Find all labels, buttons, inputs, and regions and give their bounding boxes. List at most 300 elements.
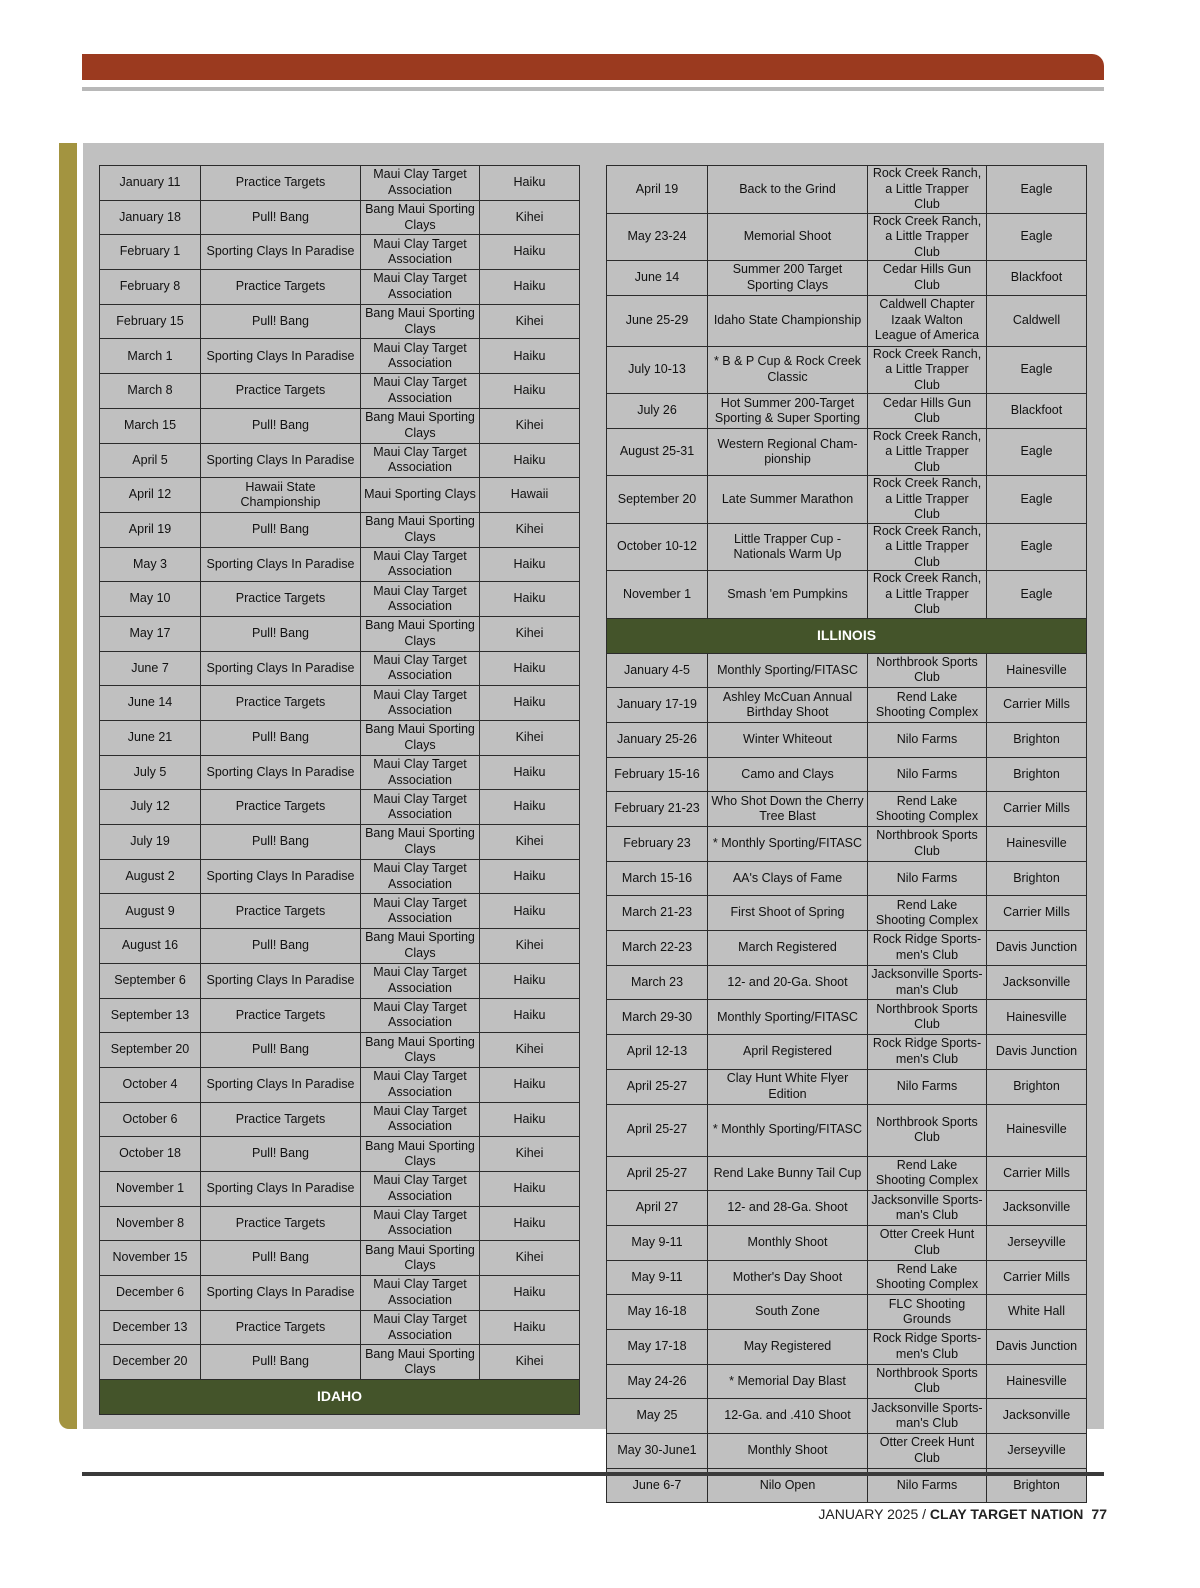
- event-city: Haiku: [480, 998, 580, 1033]
- event-name: Sporting Clays In Paradise: [201, 443, 361, 478]
- event-club: Rock Creek Ranch, a Little Trapper Club: [868, 346, 987, 394]
- event-club: Rend Lake Shooting Complex: [868, 1156, 987, 1191]
- event-city: Haiku: [480, 963, 580, 998]
- event-city: Davis Junction: [987, 1329, 1087, 1364]
- event-date: January 11: [100, 166, 201, 201]
- event-club: Rock Creek Ranch, a Little Trapper Club: [868, 476, 987, 524]
- table-row: [607, 346, 1087, 394]
- event-date: November 1: [607, 571, 708, 619]
- event-city: Kihei: [480, 1137, 580, 1172]
- event-name: * Monthly Sporting/FITASC: [708, 827, 868, 862]
- event-name: Late Summer Marathon: [708, 476, 868, 524]
- event-city: Brighton: [987, 757, 1087, 792]
- event-city: Kihei: [480, 1241, 580, 1276]
- event-club: Maui Clay Target Association: [361, 651, 480, 686]
- table-row: [607, 722, 1087, 757]
- table-row: [100, 859, 580, 894]
- event-name: Winter Whiteout: [708, 722, 868, 757]
- table-row: [607, 1156, 1087, 1191]
- event-name: * Memorial Day Blast: [708, 1364, 868, 1399]
- table-row: [100, 721, 580, 756]
- header-color-bar: [82, 54, 1104, 80]
- event-city: Haiku: [480, 582, 580, 617]
- event-name: Pull! Bang: [201, 825, 361, 860]
- table-row: [100, 1206, 580, 1241]
- table-row: [100, 1276, 580, 1311]
- event-name: Monthly Sporting/FITASC: [708, 1000, 868, 1035]
- event-date: August 16: [100, 929, 201, 964]
- event-date: May 9-11: [607, 1260, 708, 1295]
- event-city: Eagle: [987, 213, 1087, 261]
- event-club: Nilo Farms: [868, 1069, 987, 1104]
- event-name: 12- and 20-Ga. Shoot: [708, 965, 868, 1000]
- event-club: Bang Maui Sporting Clays: [361, 512, 480, 547]
- table-row: [607, 757, 1087, 792]
- event-date: February 1: [100, 235, 201, 270]
- event-club: Maui Clay Target Association: [361, 166, 480, 201]
- table-row: [100, 825, 580, 860]
- event-date: March 29-30: [607, 1000, 708, 1035]
- event-city: Kihei: [480, 1345, 580, 1380]
- event-club: Maui Clay Target Association: [361, 374, 480, 409]
- event-club: Rend Lake Shooting Complex: [868, 688, 987, 723]
- table-row: [607, 1191, 1087, 1226]
- event-club: Maui Clay Target Association: [361, 582, 480, 617]
- table-row: [100, 478, 580, 513]
- event-date: October 18: [100, 1137, 201, 1172]
- table-row: [607, 394, 1087, 429]
- event-club: Nilo Farms: [868, 861, 987, 896]
- event-date: May 30-June1: [607, 1434, 708, 1469]
- table-row: [607, 653, 1087, 688]
- table-row: [607, 1069, 1087, 1104]
- event-city: Eagle: [987, 523, 1087, 571]
- table-row: [100, 235, 580, 270]
- event-date: May 3: [100, 547, 201, 582]
- event-date: October 4: [100, 1067, 201, 1102]
- event-club: Northbrook Sports Club: [868, 1364, 987, 1399]
- event-date: October 10-12: [607, 523, 708, 571]
- event-name: Hawaii State Championship: [201, 478, 361, 513]
- event-club: Caldwell Chapter Izaak Walton League of America: [868, 295, 987, 346]
- event-city: Haiku: [480, 1310, 580, 1345]
- state-name: ILLINOIS: [607, 618, 1087, 653]
- event-name: Practice Targets: [201, 582, 361, 617]
- event-date: June 6-7: [607, 1468, 708, 1503]
- event-date: April 19: [607, 166, 708, 214]
- event-name: Sporting Clays In Paradise: [201, 1067, 361, 1102]
- table-row: [607, 1329, 1087, 1364]
- event-city: Brighton: [987, 861, 1087, 896]
- table-row: [607, 688, 1087, 723]
- event-club: Maui Clay Target Association: [361, 235, 480, 270]
- event-city: Haiku: [480, 1067, 580, 1102]
- event-date: May 10: [100, 582, 201, 617]
- table-row: [100, 582, 580, 617]
- table-row: [607, 1295, 1087, 1330]
- event-date: April 12: [100, 478, 201, 513]
- event-date: December 20: [100, 1345, 201, 1380]
- event-name: Pull! Bang: [201, 408, 361, 443]
- event-name: April Registered: [708, 1035, 868, 1070]
- event-club: Bang Maui Sporting Clays: [361, 721, 480, 756]
- table-row: [100, 374, 580, 409]
- event-club: Rend Lake Shooting Complex: [868, 896, 987, 931]
- event-name: Sporting Clays In Paradise: [201, 755, 361, 790]
- event-club: Maui Clay Target Association: [361, 1102, 480, 1137]
- event-date: August 2: [100, 859, 201, 894]
- table-row: [607, 476, 1087, 524]
- table-row: [100, 894, 580, 929]
- event-city: Haiku: [480, 790, 580, 825]
- event-name: Mother's Day Shoot: [708, 1260, 868, 1295]
- event-city: Kihei: [480, 304, 580, 339]
- table-row: [607, 261, 1087, 296]
- event-date: April 25-27: [607, 1069, 708, 1104]
- event-date: February 21-23: [607, 792, 708, 827]
- event-city: Haiku: [480, 651, 580, 686]
- event-club: Rock Creek Ranch, a Little Trapper Club: [868, 523, 987, 571]
- event-city: Brighton: [987, 722, 1087, 757]
- table-row: [607, 1225, 1087, 1260]
- event-club: Rock Ridge Sports-men's Club: [868, 1329, 987, 1364]
- event-date: February 15: [100, 304, 201, 339]
- event-city: Blackfoot: [987, 394, 1087, 429]
- event-name: Practice Targets: [201, 790, 361, 825]
- event-name: Pull! Bang: [201, 304, 361, 339]
- event-club: Northbrook Sports Club: [868, 1000, 987, 1035]
- event-date: September 20: [100, 1033, 201, 1068]
- event-club: Bang Maui Sporting Clays: [361, 929, 480, 964]
- event-date: November 1: [100, 1171, 201, 1206]
- event-name: Practice Targets: [201, 1206, 361, 1241]
- event-date: July 10-13: [607, 346, 708, 394]
- table-row: [100, 1345, 580, 1380]
- event-name: Pull! Bang: [201, 200, 361, 235]
- table-row: [100, 200, 580, 235]
- event-city: Eagle: [987, 476, 1087, 524]
- event-name: Memorial Shoot: [708, 213, 868, 261]
- event-city: Haiku: [480, 859, 580, 894]
- table-row: [607, 428, 1087, 476]
- event-club: Maui Clay Target Association: [361, 686, 480, 721]
- table-row: [100, 547, 580, 582]
- table-row: [607, 571, 1087, 619]
- table-row: [100, 998, 580, 1033]
- event-city: Kihei: [480, 512, 580, 547]
- header-rule: [82, 87, 1104, 91]
- event-name: Practice Targets: [201, 1102, 361, 1137]
- event-name: Pull! Bang: [201, 1137, 361, 1172]
- table-row: [607, 1104, 1087, 1156]
- event-date: May 24-26: [607, 1364, 708, 1399]
- event-city: Haiku: [480, 339, 580, 374]
- event-name: Clay Hunt White Flyer Edition: [708, 1069, 868, 1104]
- event-date: May 17: [100, 616, 201, 651]
- event-club: Rock Ridge Sports-men's Club: [868, 1035, 987, 1070]
- event-city: Carrier Mills: [987, 792, 1087, 827]
- event-name: Summer 200 Target Sporting Clays: [708, 261, 868, 296]
- event-city: Brighton: [987, 1069, 1087, 1104]
- event-date: November 8: [100, 1206, 201, 1241]
- table-row: [100, 408, 580, 443]
- event-club: Northbrook Sports Club: [868, 1104, 987, 1156]
- event-name: Practice Targets: [201, 998, 361, 1033]
- event-city: Hainesville: [987, 827, 1087, 862]
- event-club: Rend Lake Shooting Complex: [868, 1260, 987, 1295]
- event-club: Otter Creek Hunt Club: [868, 1434, 987, 1469]
- event-club: Nilo Farms: [868, 722, 987, 757]
- event-date: June 14: [607, 261, 708, 296]
- event-date: November 15: [100, 1241, 201, 1276]
- event-name: May Registered: [708, 1329, 868, 1364]
- event-city: Haiku: [480, 894, 580, 929]
- table-row: [100, 1171, 580, 1206]
- event-club: Rock Creek Ranch, a Little Trapper Club: [868, 166, 987, 214]
- event-name: Pull! Bang: [201, 1345, 361, 1380]
- event-city: Jerseyville: [987, 1225, 1087, 1260]
- event-city: Jacksonville: [987, 1191, 1087, 1226]
- event-city: Haiku: [480, 374, 580, 409]
- event-name: Pull! Bang: [201, 929, 361, 964]
- event-date: January 4-5: [607, 653, 708, 688]
- table-row: [100, 1137, 580, 1172]
- event-club: Jacksonville Sports-man's Club: [868, 1399, 987, 1434]
- event-city: Carrier Mills: [987, 1260, 1087, 1295]
- event-date: February 15-16: [607, 757, 708, 792]
- event-name: Little Trapper Cup - Nationals Warm Up: [708, 523, 868, 571]
- event-club: Jacksonville Sports-man's Club: [868, 965, 987, 1000]
- event-city: Kihei: [480, 929, 580, 964]
- event-club: Rock Ridge Sports-men's Club: [868, 931, 987, 966]
- event-city: Hainesville: [987, 1000, 1087, 1035]
- event-name: Back to the Grind: [708, 166, 868, 214]
- event-date: September 6: [100, 963, 201, 998]
- table-row: [100, 686, 580, 721]
- event-club: Jacksonville Sports-man's Club: [868, 1191, 987, 1226]
- event-name: * Monthly Sporting/FITASC: [708, 1104, 868, 1156]
- event-name: Hot Summer 200-Target Sporting & Super Sporting: [708, 394, 868, 429]
- event-city: Haiku: [480, 686, 580, 721]
- event-date: July 12: [100, 790, 201, 825]
- event-date: March 22-23: [607, 931, 708, 966]
- table-row: [100, 755, 580, 790]
- event-date: December 13: [100, 1310, 201, 1345]
- table-row: [100, 512, 580, 547]
- event-name: 12- and 28-Ga. Shoot: [708, 1191, 868, 1226]
- event-city: Haiku: [480, 270, 580, 305]
- event-city: Davis Junction: [987, 1035, 1087, 1070]
- table-row: [100, 270, 580, 305]
- event-city: Kihei: [480, 721, 580, 756]
- event-city: Eagle: [987, 166, 1087, 214]
- event-date: October 6: [100, 1102, 201, 1137]
- event-date: March 8: [100, 374, 201, 409]
- event-date: September 13: [100, 998, 201, 1033]
- state-section-header: [607, 618, 1087, 653]
- event-city: Hainesville: [987, 1104, 1087, 1156]
- event-name: Practice Targets: [201, 374, 361, 409]
- event-city: White Hall: [987, 1295, 1087, 1330]
- event-club: Cedar Hills Gun Club: [868, 261, 987, 296]
- event-club: Bang Maui Sporting Clays: [361, 825, 480, 860]
- event-name: Sporting Clays In Paradise: [201, 1276, 361, 1311]
- event-city: Eagle: [987, 571, 1087, 619]
- event-city: Carrier Mills: [987, 896, 1087, 931]
- event-name: Practice Targets: [201, 1310, 361, 1345]
- event-city: Hawaii: [480, 478, 580, 513]
- event-city: Haiku: [480, 1206, 580, 1241]
- event-club: Nilo Farms: [868, 757, 987, 792]
- page-footer: [818, 1506, 1107, 1522]
- event-club: Cedar Hills Gun Club: [868, 394, 987, 429]
- event-club: Bang Maui Sporting Clays: [361, 1033, 480, 1068]
- event-date: March 15: [100, 408, 201, 443]
- table-row: [100, 1067, 580, 1102]
- event-date: April 12-13: [607, 1035, 708, 1070]
- table-row: [607, 1399, 1087, 1434]
- event-club: Maui Clay Target Association: [361, 1206, 480, 1241]
- table-row: [607, 523, 1087, 571]
- side-accent-bar: [59, 143, 77, 1429]
- event-date: May 23-24: [607, 213, 708, 261]
- event-city: Kihei: [480, 825, 580, 860]
- event-city: Kihei: [480, 408, 580, 443]
- event-name: First Shoot of Spring: [708, 896, 868, 931]
- table-row: [100, 929, 580, 964]
- magazine-title: CLAY TARGET NATION: [929, 1506, 1084, 1522]
- event-date: August 9: [100, 894, 201, 929]
- footer-rule: [82, 1472, 1104, 1476]
- table-row: [607, 1000, 1087, 1035]
- idaho-illinois-schedule-table: [606, 165, 1087, 1503]
- hawaii-schedule-table: [99, 165, 580, 1415]
- event-name: Practice Targets: [201, 894, 361, 929]
- table-row: [100, 166, 580, 201]
- event-club: Maui Clay Target Association: [361, 1171, 480, 1206]
- event-club: Rock Creek Ranch, a Little Trapper Club: [868, 571, 987, 619]
- event-date: June 25-29: [607, 295, 708, 346]
- event-name: Sporting Clays In Paradise: [201, 1171, 361, 1206]
- event-name: * B & P Cup & Rock Creek Classic: [708, 346, 868, 394]
- event-club: Maui Clay Target Association: [361, 1276, 480, 1311]
- event-club: Bang Maui Sporting Clays: [361, 1241, 480, 1276]
- event-name: Pull! Bang: [201, 512, 361, 547]
- table-row: [607, 965, 1087, 1000]
- table-row: [607, 1035, 1087, 1070]
- event-city: Eagle: [987, 428, 1087, 476]
- event-name: Sporting Clays In Paradise: [201, 859, 361, 894]
- event-city: Blackfoot: [987, 261, 1087, 296]
- event-club: Northbrook Sports Club: [868, 827, 987, 862]
- event-city: Haiku: [480, 235, 580, 270]
- event-club: Rock Creek Ranch, a Little Trapper Club: [868, 428, 987, 476]
- event-city: Haiku: [480, 1102, 580, 1137]
- event-club: Maui Clay Target Association: [361, 894, 480, 929]
- event-city: Hainesville: [987, 653, 1087, 688]
- event-date: April 27: [607, 1191, 708, 1226]
- event-city: Kihei: [480, 200, 580, 235]
- event-city: Carrier Mills: [987, 688, 1087, 723]
- event-date: July 5: [100, 755, 201, 790]
- event-city: Brighton: [987, 1468, 1087, 1503]
- event-date: July 19: [100, 825, 201, 860]
- event-date: May 17-18: [607, 1329, 708, 1364]
- event-club: Bang Maui Sporting Clays: [361, 616, 480, 651]
- event-date: June 21: [100, 721, 201, 756]
- event-date: May 9-11: [607, 1225, 708, 1260]
- event-city: Carrier Mills: [987, 1156, 1087, 1191]
- table-row: [607, 1434, 1087, 1469]
- event-club: FLC Shooting Grounds: [868, 1295, 987, 1330]
- event-date: January 18: [100, 200, 201, 235]
- table-row: [100, 790, 580, 825]
- event-date: January 17-19: [607, 688, 708, 723]
- event-name: Sporting Clays In Paradise: [201, 651, 361, 686]
- event-date: June 7: [100, 651, 201, 686]
- event-name: Monthly Shoot: [708, 1434, 868, 1469]
- event-date: April 5: [100, 443, 201, 478]
- event-club: Maui Clay Target Association: [361, 1310, 480, 1345]
- event-name: Rend Lake Bunny Tail Cup: [708, 1156, 868, 1191]
- event-date: March 23: [607, 965, 708, 1000]
- event-city: Jacksonville: [987, 1399, 1087, 1434]
- event-date: April 25-27: [607, 1156, 708, 1191]
- event-name: Pull! Bang: [201, 616, 361, 651]
- event-city: Haiku: [480, 1276, 580, 1311]
- event-club: Maui Sporting Clays: [361, 478, 480, 513]
- event-name: Pull! Bang: [201, 721, 361, 756]
- table-row: [100, 1310, 580, 1345]
- event-club: Maui Clay Target Association: [361, 547, 480, 582]
- table-row: [100, 304, 580, 339]
- event-city: Davis Junction: [987, 931, 1087, 966]
- event-club: Maui Clay Target Association: [361, 270, 480, 305]
- event-name: Who Shot Down the Cherry Tree Blast: [708, 792, 868, 827]
- table-row: [100, 339, 580, 374]
- table-row: [100, 1102, 580, 1137]
- event-date: June 14: [100, 686, 201, 721]
- event-name: Practice Targets: [201, 270, 361, 305]
- event-name: South Zone: [708, 1295, 868, 1330]
- event-club: Rend Lake Shooting Complex: [868, 792, 987, 827]
- event-city: Kihei: [480, 616, 580, 651]
- event-date: January 25-26: [607, 722, 708, 757]
- event-name: Sporting Clays In Paradise: [201, 963, 361, 998]
- event-date: September 20: [607, 476, 708, 524]
- event-club: Bang Maui Sporting Clays: [361, 1137, 480, 1172]
- table-row: [100, 616, 580, 651]
- event-name: Sporting Clays In Paradise: [201, 339, 361, 374]
- event-name: Pull! Bang: [201, 1241, 361, 1276]
- event-name: Monthly Shoot: [708, 1225, 868, 1260]
- table-row: [100, 651, 580, 686]
- event-city: Jerseyville: [987, 1434, 1087, 1469]
- event-club: Maui Clay Target Association: [361, 1067, 480, 1102]
- table-row: [100, 1033, 580, 1068]
- table-row: [607, 827, 1087, 862]
- event-date: April 25-27: [607, 1104, 708, 1156]
- event-club: Maui Clay Target Association: [361, 963, 480, 998]
- table-row: [607, 792, 1087, 827]
- event-club: Maui Clay Target Association: [361, 339, 480, 374]
- table-row: [100, 1241, 580, 1276]
- event-date: February 8: [100, 270, 201, 305]
- event-city: Haiku: [480, 443, 580, 478]
- event-name: Practice Targets: [201, 686, 361, 721]
- event-club: Otter Creek Hunt Club: [868, 1225, 987, 1260]
- event-name: 12-Ga. and .410 Shoot: [708, 1399, 868, 1434]
